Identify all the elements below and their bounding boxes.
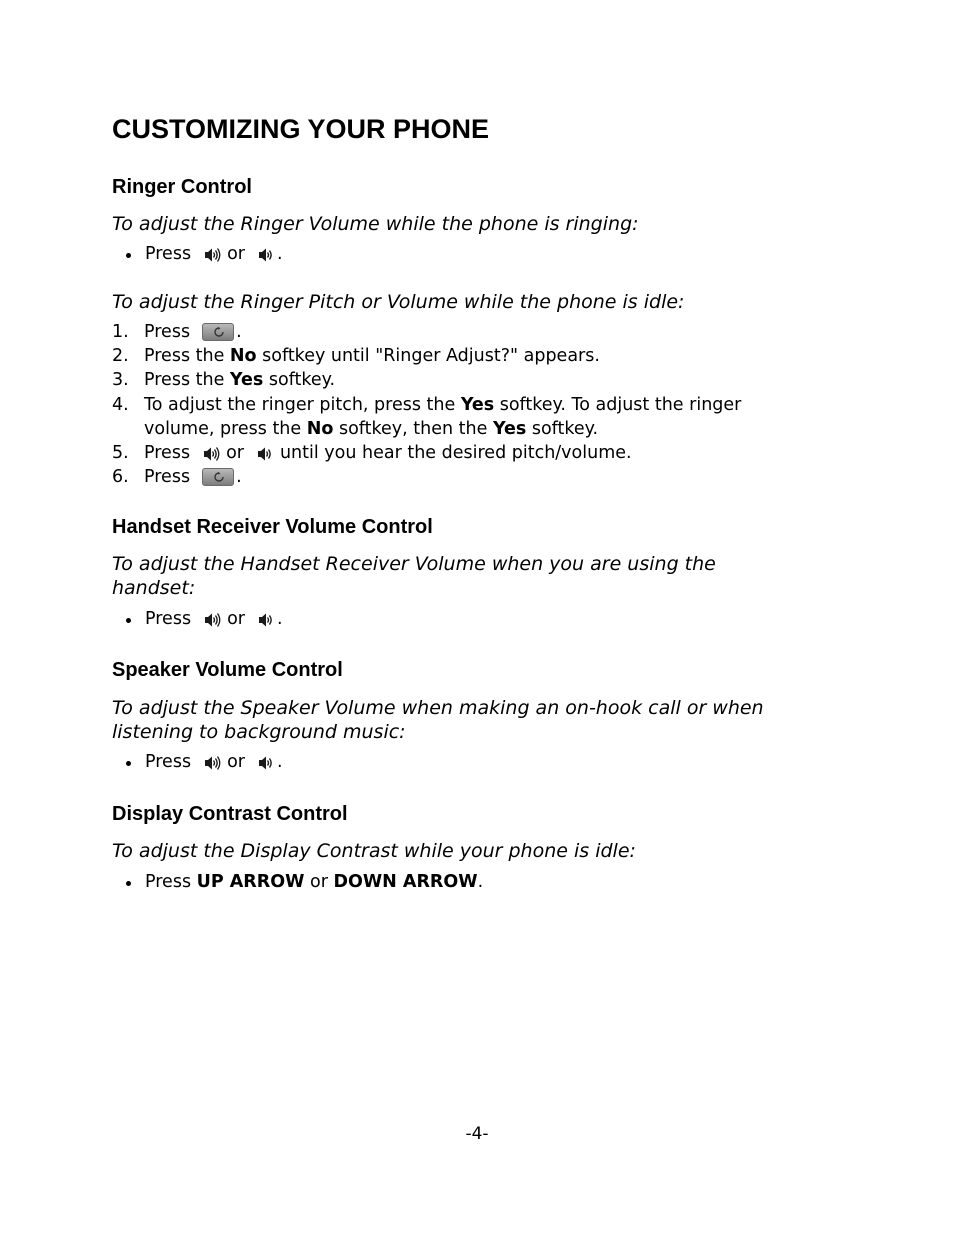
step-text: . [236, 467, 242, 487]
bullet-marker [126, 618, 131, 623]
key-name: DOWN ARROW [333, 872, 478, 892]
page-title: CUSTOMIZING YOUR PHONE [112, 114, 490, 144]
speaker-volume-heading: Speaker Volume Control [112, 659, 343, 681]
period-text: . [276, 752, 283, 772]
step-text: Press [144, 322, 191, 342]
display-contrast-heading: Display Contrast Control [112, 803, 348, 825]
step-text: Press [144, 467, 191, 487]
volume-up-icon [202, 445, 220, 463]
press-text: Press [145, 609, 192, 629]
volume-up-icon [203, 611, 221, 629]
or-text: or [304, 872, 334, 892]
volume-down-icon [257, 754, 275, 772]
step-number: 4. [112, 395, 129, 415]
or-text: or [227, 609, 245, 629]
softkey-name: No [306, 419, 334, 439]
page-number: -4- [465, 1124, 489, 1144]
key-name: UP ARROW [196, 872, 305, 892]
softkey-name: Yes [229, 370, 264, 390]
step-text: softkey. [526, 419, 599, 439]
or-text: or [227, 752, 245, 772]
volume-up-icon [203, 246, 221, 264]
step-number: 1. [112, 322, 129, 342]
step-number: 6. [112, 467, 129, 487]
step-text: To adjust the ringer pitch, press the [144, 395, 461, 415]
handset-volume-intro: To adjust the Handset Receiver Volume when you are using the handset: [112, 553, 716, 599]
softkey-name: No [229, 346, 257, 366]
hold-key-icon [202, 323, 234, 341]
ringer-pitch-intro: To adjust the Ringer Pitch or Volume while the phone is idle: [112, 291, 685, 313]
period-text: . [276, 244, 283, 264]
hold-key-icon [202, 468, 234, 486]
step-text: softkey, then the [333, 419, 493, 439]
handset-volume-heading: Handset Receiver Volume Control [112, 516, 433, 538]
step-text: . [236, 322, 242, 342]
step-text: softkey until "Ringer Adjust?" appears. [256, 346, 600, 366]
period-text: . [276, 609, 283, 629]
display-contrast-intro: To adjust the Display Contrast while your phone is idle: [112, 840, 636, 862]
volume-down-icon [257, 611, 275, 629]
step-text: softkey. [263, 370, 336, 390]
speaker-volume-intro: To adjust the Speaker Volume when making an on-hook call or when listening to background music: [112, 697, 764, 743]
step-text: until you hear the desired pitch/volume. [279, 443, 632, 463]
volume-down-icon [257, 246, 275, 264]
volume-up-icon [203, 754, 221, 772]
bullet-marker [126, 881, 131, 886]
step-number: 5. [112, 443, 129, 463]
volume-down-icon [256, 445, 274, 463]
softkey-name: Yes [460, 395, 495, 415]
period-text: . [477, 872, 484, 892]
step-text: volume, press the [144, 419, 307, 439]
press-text: Press [145, 872, 197, 892]
press-text: Press [145, 244, 192, 264]
press-text: Press [145, 752, 192, 772]
step-text: softkey. To adjust the ringer [494, 395, 742, 415]
step-text: Press the [144, 370, 230, 390]
step-text: Press [144, 443, 191, 463]
ringer-volume-intro: To adjust the Ringer Volume while the phone is ringing: [112, 213, 639, 235]
softkey-name: Yes [492, 419, 527, 439]
ringer-control-heading: Ringer Control [112, 176, 252, 198]
step-text: Press the [144, 346, 230, 366]
step-number: 2. [112, 346, 129, 366]
or-text: or [226, 443, 244, 463]
step-number: 3. [112, 370, 129, 390]
or-text: or [227, 244, 245, 264]
bullet-marker [126, 761, 131, 766]
bullet-marker [126, 253, 131, 258]
